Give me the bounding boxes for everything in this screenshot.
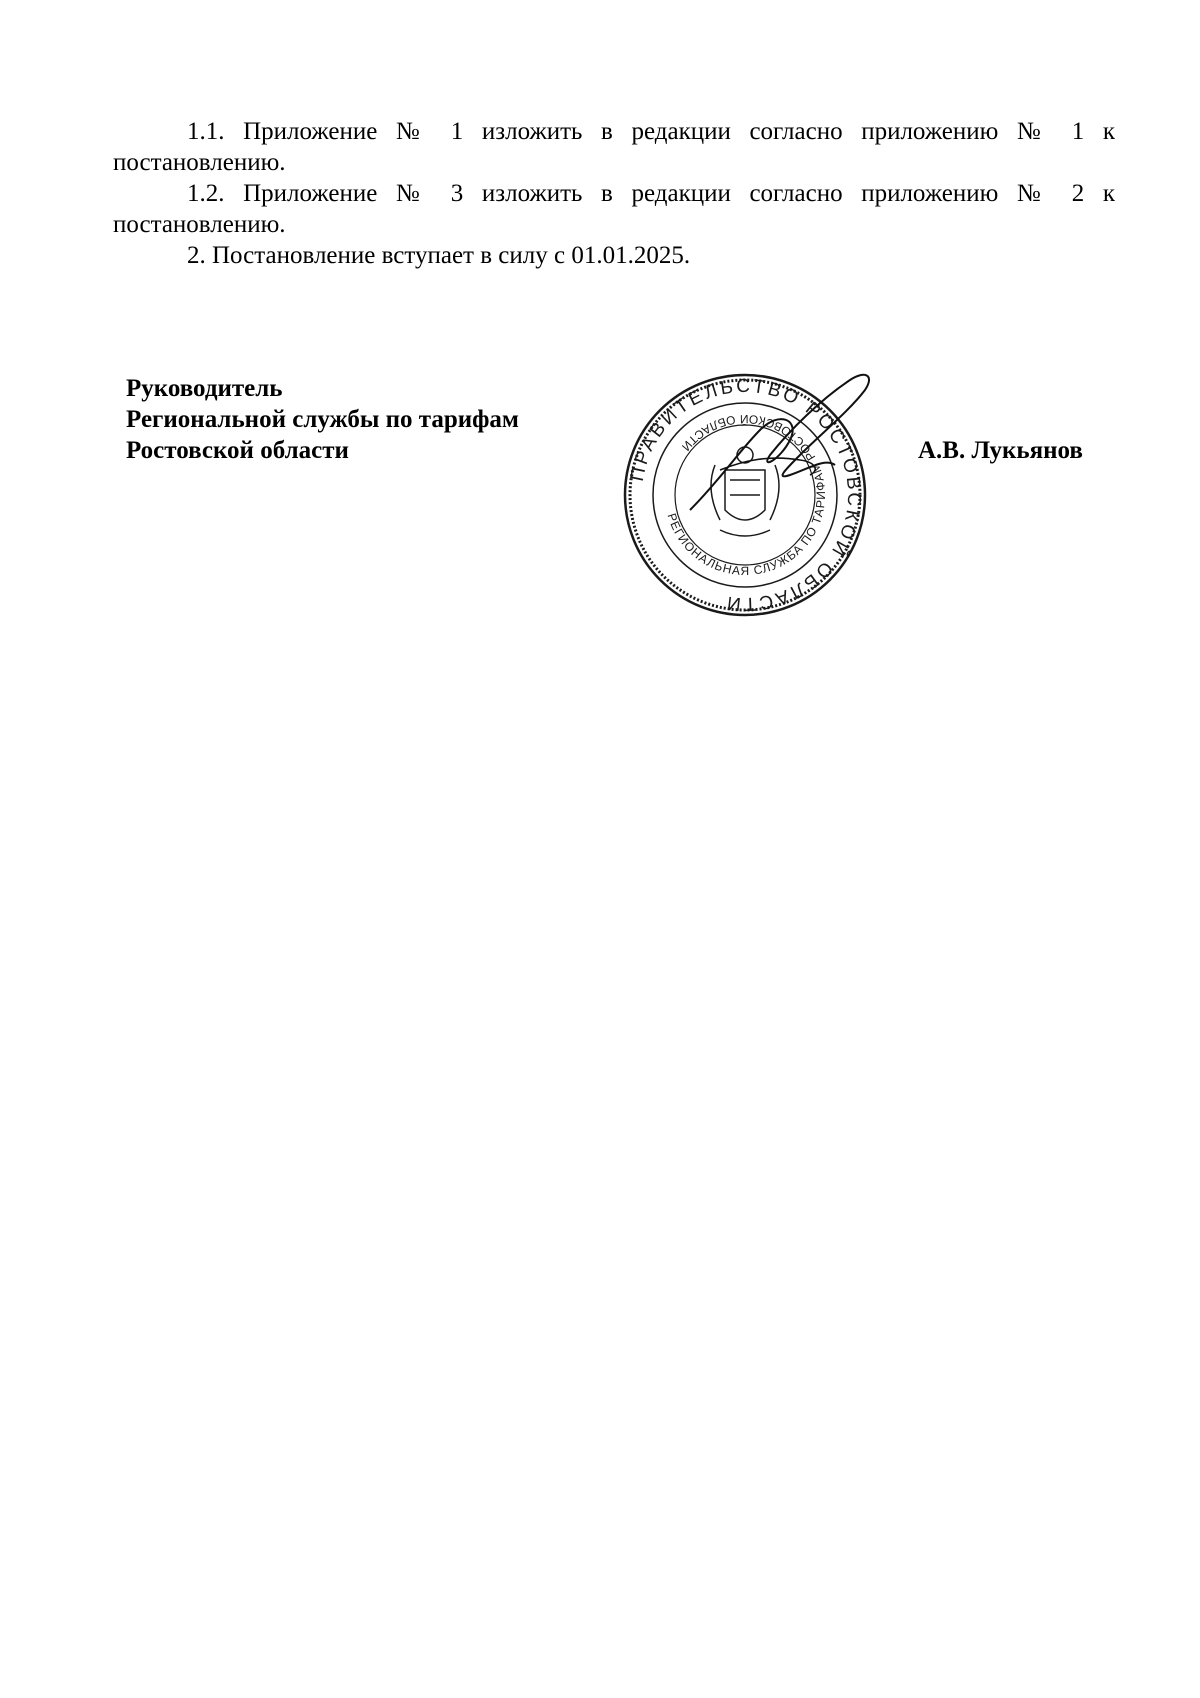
signatory-position [126, 373, 519, 466]
document-body [113, 116, 1115, 271]
position-line-3: Ростовской области [126, 437, 349, 464]
position-line-1: Руководитель [126, 375, 283, 402]
paragraph-1-1: 1.1. Приложение № 1 изложить в редакции согласно приложению № 1 к постановлению. [113, 118, 1115, 176]
seal-outer-text: ПРАВИТЕЛЬСТВО РОСТОВСКОЙ ОБЛАСТИ [626, 375, 865, 615]
handwritten-signature [650, 360, 920, 560]
paragraph-1-2: 1.2. Приложение № 3 изложить в редакции согласно приложению № 2 к постановлению. [113, 180, 1115, 238]
paragraph-2: 2. Постановление вступает в силу с 01.01.2025. [187, 242, 691, 269]
signatory-name: А.В. Лукьянов [918, 437, 1083, 464]
seal-inner-text: РЕГИОНАЛЬНАЯ СЛУЖБА ПО ТАРИФАМ РОСТОВСКОЙ ОБЛАСТИ [664, 411, 829, 579]
position-line-2: Региональной службы по тарифам [126, 406, 519, 433]
